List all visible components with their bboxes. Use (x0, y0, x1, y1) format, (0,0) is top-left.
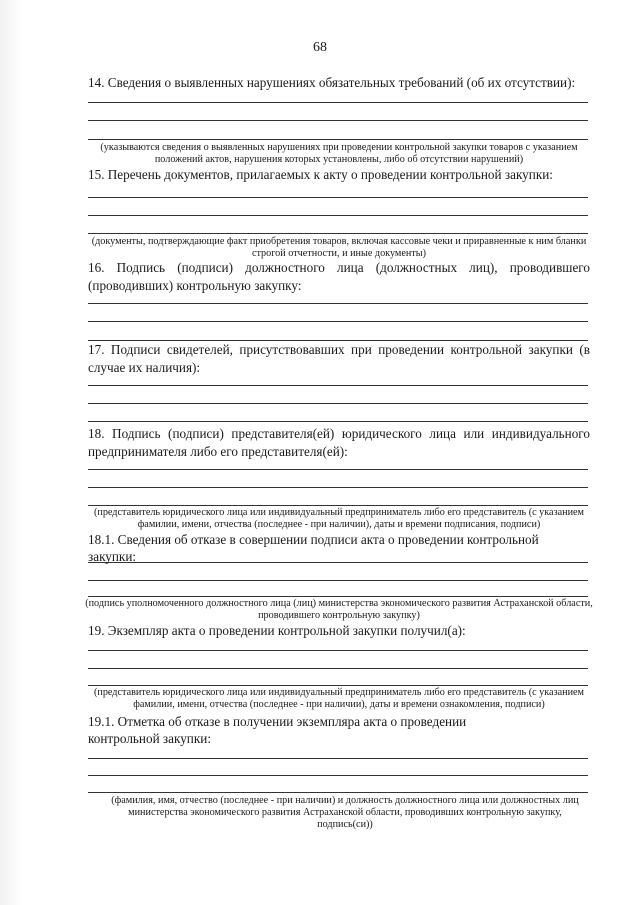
section-14-line[interactable] (88, 139, 588, 140)
section-19-line[interactable] (88, 685, 588, 686)
section-14-line[interactable] (88, 102, 588, 103)
section-17-line[interactable] (88, 403, 588, 404)
section-15-heading: 15. Перечень документов, прилагаемых к акту о проведении контрольной закупки: (88, 167, 553, 182)
section-16-heading: 16. Подпись (подписи) должностного лица (должностных лиц), проводившего (88, 260, 590, 275)
section-19-1-line[interactable] (88, 775, 588, 776)
section-18-1-line[interactable] (88, 580, 588, 581)
section-17-heading: 17. Подписи свидетелей, присутствовавших при проведении контрольной закупки (в (88, 342, 590, 357)
section-16-heading-cont: (проводивших) контрольную закупку: (88, 278, 302, 293)
section-19-note: (представитель юридического лица или индивидуальный предприниматель либо его представитель (с указанием фамилии, имени, отчества (последнее - при наличии), даты и времени ознакомления, подписи) (93, 687, 584, 710)
section-19-1-heading: 19.1. Отметка об отказе в получении экземпляра акта о проведении (88, 714, 467, 729)
section-19-line[interactable] (88, 668, 588, 669)
section-18-1-line[interactable] (88, 596, 588, 597)
section-19-1-line[interactable] (88, 758, 588, 759)
section-16-line[interactable] (88, 321, 588, 322)
section-19-1-note: (фамилия, имя, отчество (последнее - при наличии) и должность должностного лица или должностных лиц министерства экономического развития Астраханской области, проводивших контрольную закупку, подпись(си)) (111, 795, 579, 830)
section-19-1-heading-cont: контрольной закупки: (88, 731, 211, 746)
section-15-note: (документы, подтверждающие факт приобретения товаров, включая кассовые чеки и приравненные к ним бланки строгой отчетности, и иные документы) (91, 236, 587, 259)
section-18-1-line[interactable] (88, 562, 588, 563)
section-15-line[interactable] (88, 215, 588, 216)
section-17-line[interactable] (88, 385, 588, 386)
section-19-line[interactable] (88, 650, 588, 651)
section-19-1-line[interactable] (88, 792, 588, 793)
section-18-note: (представитель юридического лица или индивидуальный предприниматель либо его представитель (с указанием фамилии, имени, отчества (последнее - при наличии), даты и времени подписания, подписи) (93, 507, 584, 530)
scan-edge-shadow (0, 0, 22, 905)
section-16-line[interactable] (88, 303, 588, 304)
section-18-heading-cont: предпринимателя либо его представителя(ей): (88, 444, 348, 459)
section-18-line[interactable] (88, 487, 588, 488)
section-15-line[interactable] (88, 233, 588, 234)
section-18-1-heading: 18.1. Сведения об отказе в совершении подписи акта о проведении контрольной закупки: (88, 532, 539, 564)
section-14-note: (указываются сведения о выявленных нарушениях при проведении контрольной закупки товаров с указанием положений актов, нарушения которых установлены, либо об отсутствии нарушений) (100, 142, 578, 165)
section-17-line[interactable] (88, 421, 588, 422)
section-18-heading: 18. Подпись (подписи) представителя(ей) юридического лица или индивидуального (88, 426, 590, 441)
section-14-line[interactable] (88, 120, 588, 121)
section-18-1-note: (подпись уполномоченного должностного лица (лиц) министерства экономического развития Астраханской области, проводившего контрольную закупку) (85, 598, 593, 621)
section-19-heading: 19. Экземпляр акта о проведении контрольной закупки получил(а): (88, 623, 466, 638)
section-18-line[interactable] (88, 469, 588, 470)
section-18-line[interactable] (88, 505, 588, 506)
page-number: 68 (313, 40, 327, 55)
section-14-heading: 14. Сведения о выявленных нарушениях обязательных требований (об их отсутствии): (88, 75, 576, 90)
section-15-line[interactable] (88, 197, 588, 198)
section-17-heading-cont: случае их наличия): (88, 360, 201, 375)
